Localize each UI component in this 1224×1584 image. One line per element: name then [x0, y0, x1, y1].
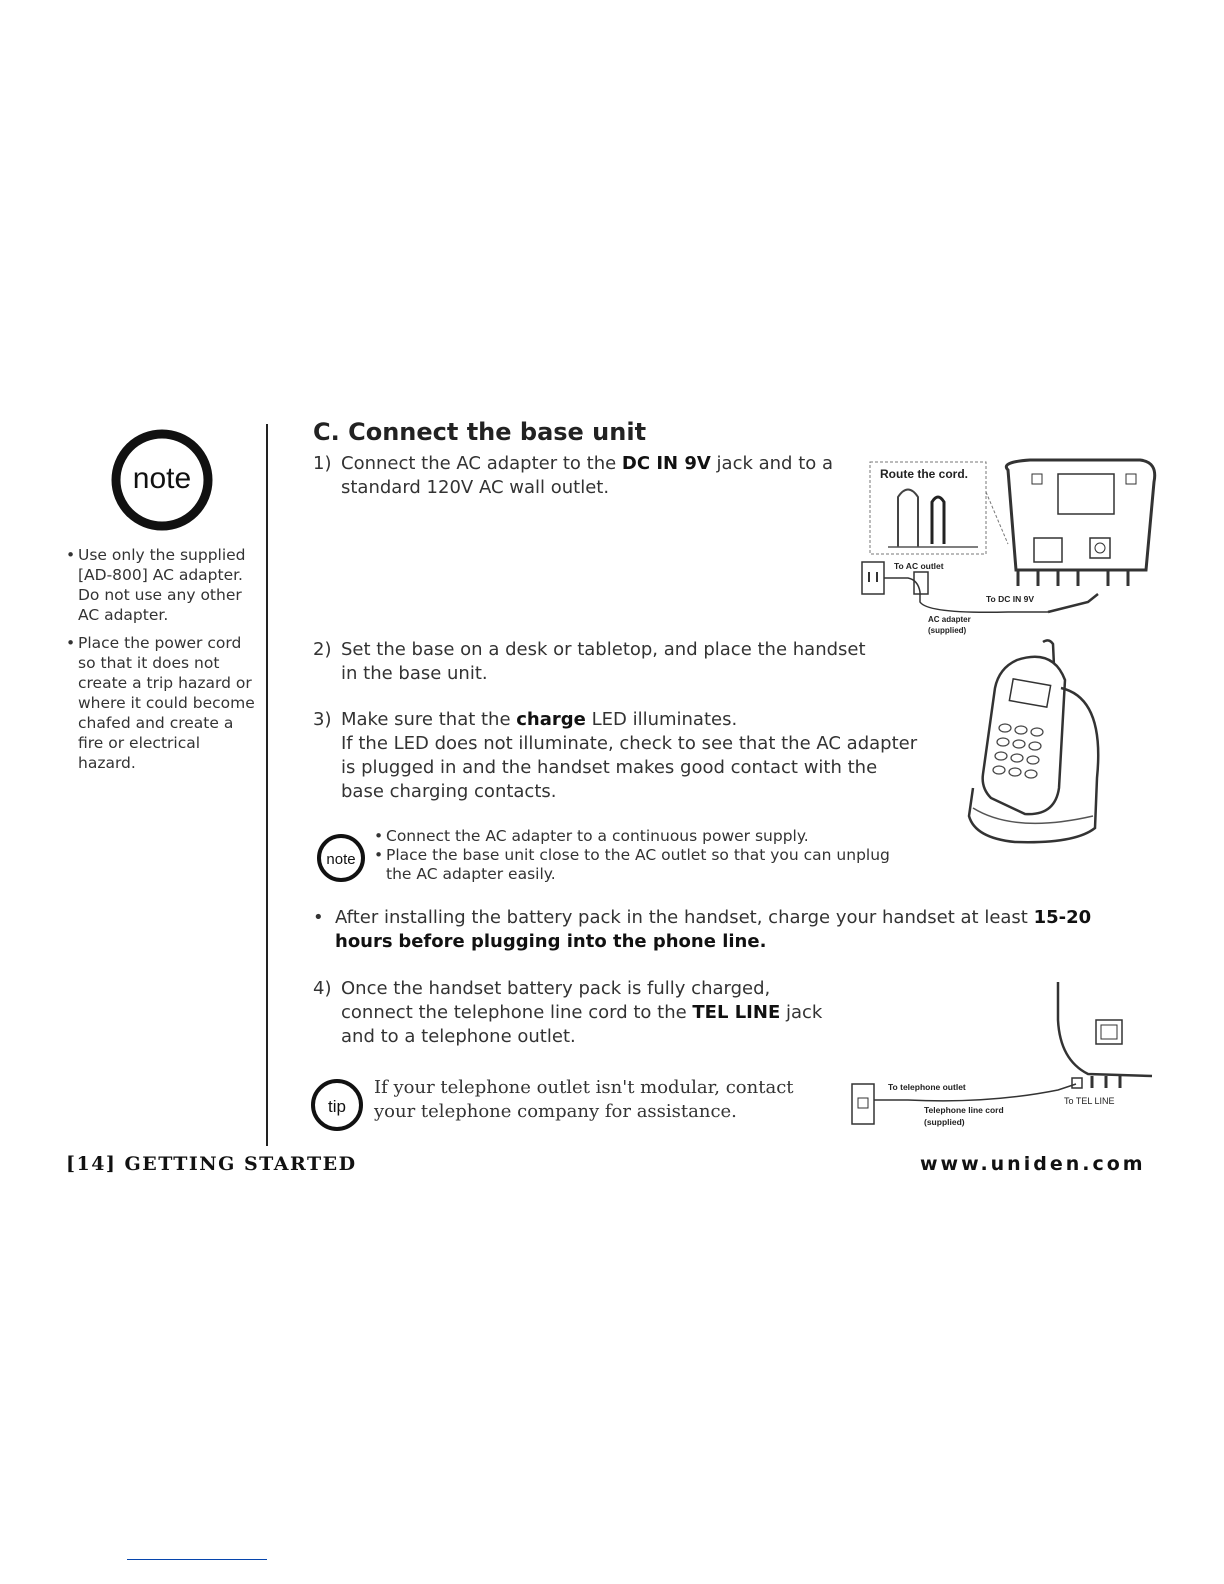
step-text: Make sure that the — [341, 709, 517, 730]
ac-adapter-label: AC adapter — [928, 615, 971, 624]
step-text: jack and to a standard 120V AC wall outlet. — [341, 453, 834, 498]
note-icon — [110, 428, 214, 532]
step-number: 3) — [313, 709, 332, 730]
base-connection-diagram — [858, 452, 1158, 638]
sidebar-notes — [66, 545, 256, 781]
note-icon — [311, 832, 373, 884]
to-tel-line-label: To TEL LINE — [1064, 1096, 1115, 1106]
step-bold-text: DC IN 9V — [621, 453, 711, 474]
sidebar-note-item: • Place the power cord so that it does not create a trip hazard or where it could become chafed and create a fire or electrical hazard. — [66, 634, 255, 772]
to-dc-in-label: To DC IN 9V — [986, 594, 1035, 604]
note-icon-label: note — [132, 462, 192, 495]
ac-adapter-supplied-label: (supplied) — [928, 626, 967, 635]
telephone-line-cord-supplied-label: (supplied) — [924, 1117, 965, 1127]
vertical-divider — [266, 424, 268, 1146]
bottom-link-line — [127, 1559, 267, 1560]
sidebar-note-text: Use only the supplied [AD-800] AC adapter. Do not use any other AC adapter. — [78, 546, 246, 624]
step-text: Set the base on a desk or tabletop, and place the handset in the base unit. — [341, 639, 866, 684]
section-title: C. Connect the base unit — [313, 418, 647, 446]
footer-page-label: [14] GETTING STARTED — [66, 1153, 357, 1175]
route-cord-label: Route the cord. — [880, 467, 969, 481]
footer-website: www.uniden.com — [920, 1153, 1146, 1175]
step-bold-text: TEL LINE — [692, 1002, 781, 1023]
bullet-bold-hours: 15-20 hours — [335, 907, 1092, 952]
to-ac-outlet-label: To AC outlet — [894, 561, 944, 571]
step-text: jack and to a telephone outlet. — [341, 1002, 823, 1047]
step-4 — [313, 977, 833, 1049]
charging-bullet: • After installing the battery pack in the handset, charge your handset at least 15-20 hours before plugging into the phone line. — [313, 907, 1092, 952]
step-text: Once the handset battery pack is fully charged, connect the telephone line cord to the — [341, 978, 771, 1023]
step-detail-text: If the LED does not illuminate, check to see that the AC adapter is plugged in and the handset makes good contact with the base charging contacts. — [341, 733, 918, 802]
inline-note-icon-label: note — [326, 851, 356, 868]
sidebar-note-text: Place the power cord so that it does not create a trip hazard or where it could become chafed and create a fire or electrical hazard. — [78, 634, 255, 772]
step-text: LED illuminates. — [585, 709, 738, 730]
inline-note-item: • Connect the AC adapter to a continuous power supply. — [374, 827, 809, 845]
to-telephone-outlet-label: To telephone outlet — [888, 1082, 966, 1092]
inline-note — [374, 827, 904, 884]
handset-in-base-illustration — [955, 638, 1115, 848]
inline-note-item: • Place the base unit close to the AC outlet so that you can unplug the AC adapter easily. — [374, 846, 890, 883]
step-number: 2) — [313, 639, 332, 660]
bullet-text: After installing the battery pack in the handset, charge your handset at least — [335, 907, 1034, 928]
sidebar-note-item: • Use only the supplied [AD-800] AC adapter. Do not use any other AC adapter. — [66, 546, 246, 624]
step-number: 1) — [313, 453, 332, 474]
inline-note-text: Connect the AC adapter to a continuous power supply. — [386, 827, 809, 845]
step-2 — [313, 638, 873, 686]
step-bold-text: charge — [516, 709, 586, 730]
bullet-bold-text: before plugging into the phone line. — [398, 931, 767, 952]
inline-note-text: Place the base unit close to the AC outlet so that you can unplug the AC adapter easily. — [386, 846, 890, 883]
step-3 — [313, 708, 923, 804]
telephone-line-cord-label: Telephone line cord — [924, 1105, 1004, 1115]
step-1 — [313, 452, 838, 500]
tip-icon — [306, 1076, 368, 1134]
tip-text: If your telephone outlet isn't modular, contact your telephone company for assistance. — [374, 1077, 794, 1122]
telephone-line-diagram — [848, 980, 1158, 1130]
tip-icon-label: tip — [328, 1097, 346, 1116]
step-number: 4) — [313, 978, 332, 999]
step-text: Connect the AC adapter to the — [341, 453, 622, 474]
